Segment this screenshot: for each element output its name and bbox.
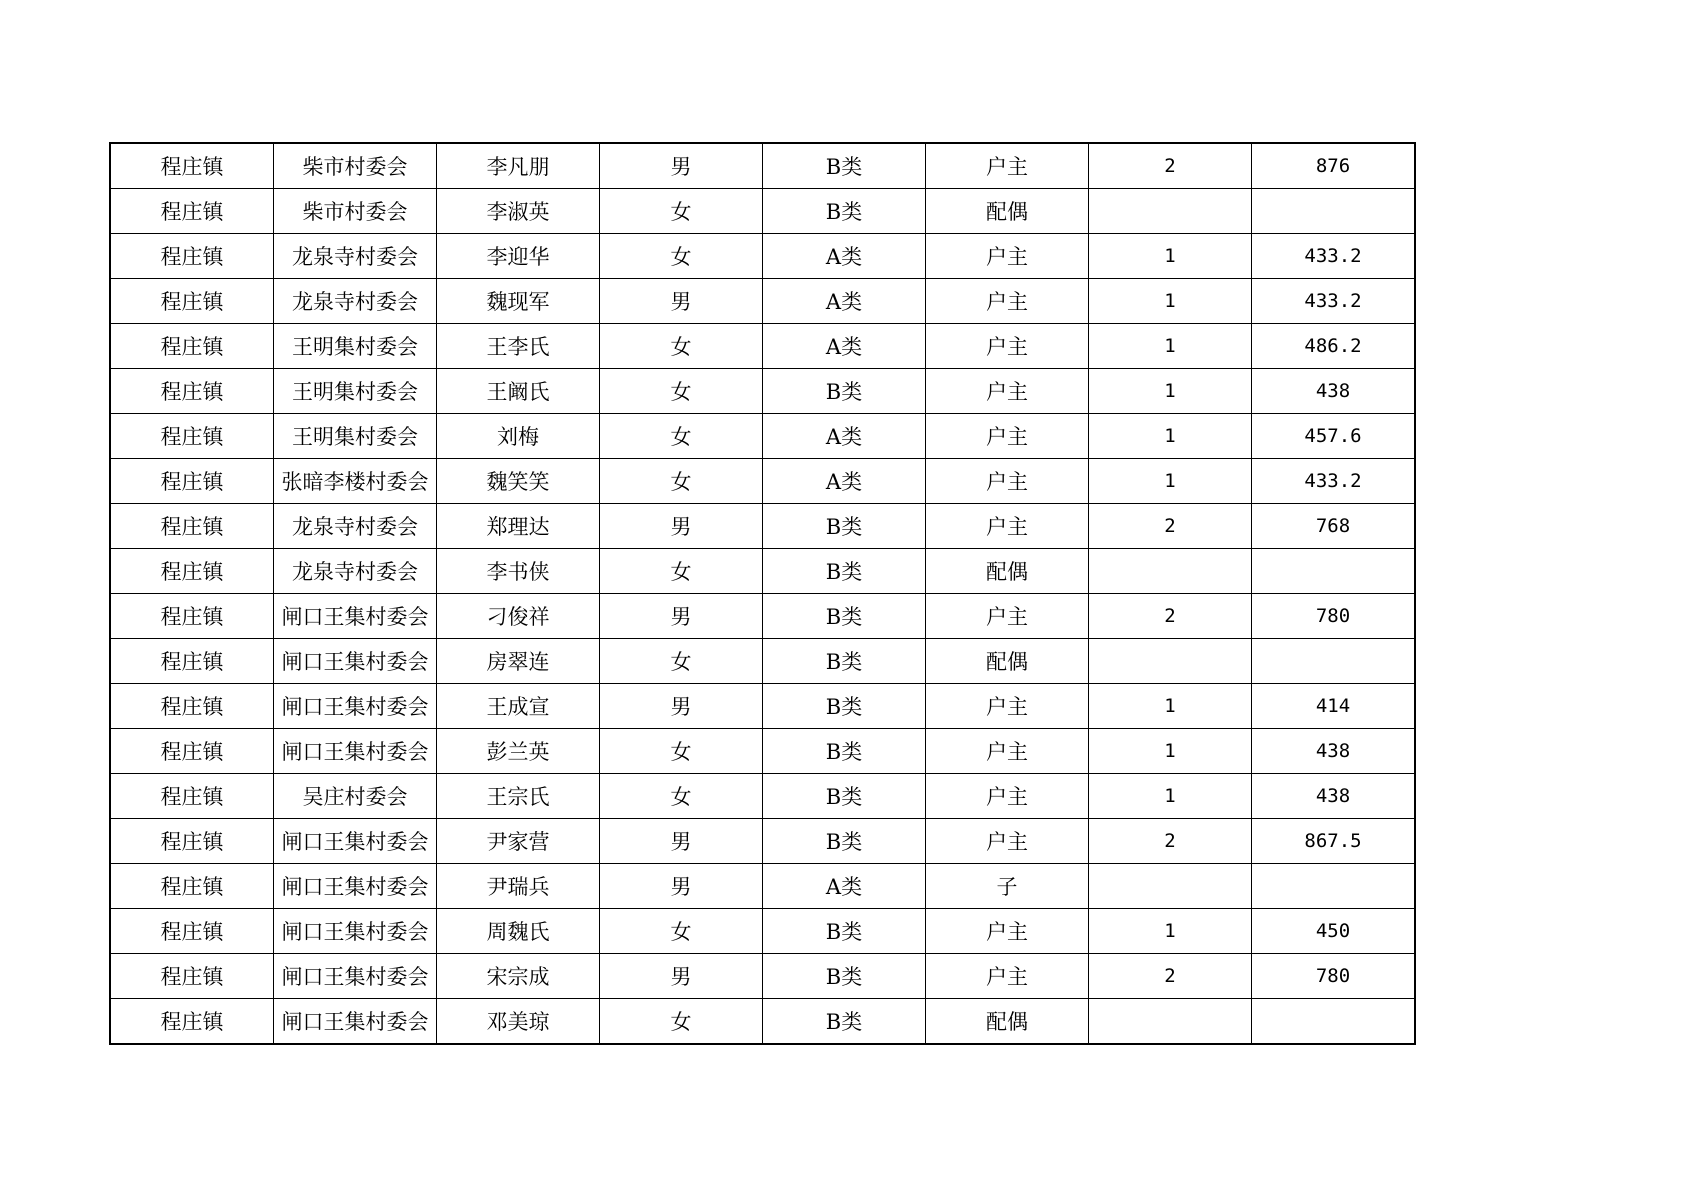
table-cell-category: B类: [763, 143, 926, 189]
table-cell-village: 王明集村委会: [274, 369, 437, 414]
table-cell-household-size: 1: [1089, 369, 1252, 414]
table-cell-gender: 女: [600, 999, 763, 1045]
table-cell-category: B类: [763, 594, 926, 639]
table-cell-gender: 男: [600, 954, 763, 999]
table-cell-household-size: [1089, 549, 1252, 594]
table-cell-category: A类: [763, 459, 926, 504]
table-cell-village: 张暗李楼村委会: [274, 459, 437, 504]
table-cell-relation: 户主: [926, 774, 1089, 819]
table-cell-gender: 女: [600, 234, 763, 279]
table-row: [110, 549, 1415, 594]
table-cell-category: A类: [763, 414, 926, 459]
table-cell-name: 彭兰英: [437, 729, 600, 774]
table-cell-household-size: 1: [1089, 729, 1252, 774]
table-cell-village: 闸口王集村委会: [274, 819, 437, 864]
table-cell-category: A类: [763, 864, 926, 909]
table-cell-village: 闸口王集村委会: [274, 594, 437, 639]
table-cell-amount: [1252, 639, 1416, 684]
table-cell-amount: 768: [1252, 504, 1416, 549]
table-cell-relation: 户主: [926, 909, 1089, 954]
table-cell-town: 程庄镇: [110, 819, 274, 864]
table-cell-town: 程庄镇: [110, 864, 274, 909]
table-cell-relation: 户主: [926, 954, 1089, 999]
table-cell-village: 闸口王集村委会: [274, 684, 437, 729]
table-cell-household-size: 2: [1089, 504, 1252, 549]
table-cell-category: B类: [763, 504, 926, 549]
table-row: [110, 909, 1415, 954]
table-row: [110, 729, 1415, 774]
table-cell-household-size: 1: [1089, 234, 1252, 279]
table-cell-relation: 户主: [926, 324, 1089, 369]
table-cell-village: 龙泉寺村委会: [274, 234, 437, 279]
table-cell-relation: 户主: [926, 684, 1089, 729]
table-cell-amount: 450: [1252, 909, 1416, 954]
table-cell-relation: 户主: [926, 279, 1089, 324]
table-cell-amount: 438: [1252, 774, 1416, 819]
table-row: [110, 189, 1415, 234]
table-cell-category: A类: [763, 234, 926, 279]
table-cell-amount: 433.2: [1252, 279, 1416, 324]
table-cell-relation: 户主: [926, 459, 1089, 504]
table-cell-category: B类: [763, 549, 926, 594]
table-cell-amount: [1252, 999, 1416, 1045]
table-cell-village: 龙泉寺村委会: [274, 504, 437, 549]
table-cell-category: B类: [763, 639, 926, 684]
table-cell-household-size: 2: [1089, 143, 1252, 189]
table-row: [110, 864, 1415, 909]
table-cell-amount: 780: [1252, 954, 1416, 999]
table-cell-gender: 女: [600, 414, 763, 459]
table-cell-gender: 男: [600, 143, 763, 189]
table-cell-village: 闸口王集村委会: [274, 999, 437, 1045]
table-row: [110, 684, 1415, 729]
table-cell-household-size: 2: [1089, 819, 1252, 864]
table-cell-relation: 子: [926, 864, 1089, 909]
table-cell-gender: 女: [600, 729, 763, 774]
table-cell-household-size: [1089, 999, 1252, 1045]
table-cell-gender: 男: [600, 504, 763, 549]
table-cell-name: 郑理达: [437, 504, 600, 549]
table-cell-gender: 女: [600, 639, 763, 684]
table-cell-village: 王明集村委会: [274, 414, 437, 459]
table-cell-relation: 户主: [926, 819, 1089, 864]
table-cell-household-size: [1089, 864, 1252, 909]
table-cell-town: 程庄镇: [110, 234, 274, 279]
table-cell-amount: 780: [1252, 594, 1416, 639]
table-cell-village: 王明集村委会: [274, 324, 437, 369]
table-cell-gender: 女: [600, 459, 763, 504]
table-cell-category: A类: [763, 279, 926, 324]
table-cell-town: 程庄镇: [110, 459, 274, 504]
table-cell-amount: 486.2: [1252, 324, 1416, 369]
table-cell-town: 程庄镇: [110, 594, 274, 639]
table-cell-town: 程庄镇: [110, 414, 274, 459]
table-cell-amount: 414: [1252, 684, 1416, 729]
table-cell-name: 邓美琼: [437, 999, 600, 1045]
table-cell-relation: 户主: [926, 594, 1089, 639]
table-cell-gender: 男: [600, 819, 763, 864]
table-cell-name: 李迎华: [437, 234, 600, 279]
table-cell-household-size: [1089, 639, 1252, 684]
table-cell-household-size: [1089, 189, 1252, 234]
table-cell-town: 程庄镇: [110, 639, 274, 684]
table-row: [110, 459, 1415, 504]
table-cell-name: 魏笑笑: [437, 459, 600, 504]
table-cell-name: 宋宗成: [437, 954, 600, 999]
table-cell-gender: 男: [600, 279, 763, 324]
table-cell-category: A类: [763, 324, 926, 369]
table-cell-town: 程庄镇: [110, 909, 274, 954]
table-cell-household-size: 1: [1089, 279, 1252, 324]
table-row: [110, 504, 1415, 549]
table-cell-gender: 女: [600, 909, 763, 954]
table-cell-town: 程庄镇: [110, 684, 274, 729]
table-cell-household-size: 2: [1089, 954, 1252, 999]
table-cell-town: 程庄镇: [110, 324, 274, 369]
table-cell-gender: 男: [600, 684, 763, 729]
table-cell-village: 柴市村委会: [274, 143, 437, 189]
table-cell-town: 程庄镇: [110, 279, 274, 324]
table-cell-household-size: 1: [1089, 459, 1252, 504]
table-cell-amount: 876: [1252, 143, 1416, 189]
table-cell-relation: 户主: [926, 143, 1089, 189]
table-cell-name: 房翠连: [437, 639, 600, 684]
table-cell-relation: 配偶: [926, 639, 1089, 684]
table-cell-town: 程庄镇: [110, 999, 274, 1045]
table-cell-amount: [1252, 864, 1416, 909]
table-cell-village: 吴庄村委会: [274, 774, 437, 819]
table-cell-amount: 867.5: [1252, 819, 1416, 864]
table-cell-village: 闸口王集村委会: [274, 909, 437, 954]
table-cell-category: B类: [763, 909, 926, 954]
table-cell-town: 程庄镇: [110, 369, 274, 414]
table-cell-gender: 女: [600, 549, 763, 594]
table-cell-gender: 男: [600, 864, 763, 909]
data-table: [109, 142, 1416, 1045]
table-cell-village: 闸口王集村委会: [274, 954, 437, 999]
table-row: [110, 324, 1415, 369]
table-cell-category: B类: [763, 819, 926, 864]
table-cell-name: 王成宣: [437, 684, 600, 729]
table-cell-household-size: 1: [1089, 324, 1252, 369]
table-cell-name: 李凡朋: [437, 143, 600, 189]
table-cell-name: 李淑英: [437, 189, 600, 234]
table-row: [110, 594, 1415, 639]
table-row: [110, 279, 1415, 324]
table-cell-category: B类: [763, 369, 926, 414]
table-cell-gender: 女: [600, 189, 763, 234]
table-row: [110, 143, 1415, 189]
table-cell-village: 闸口王集村委会: [274, 639, 437, 684]
table-cell-town: 程庄镇: [110, 504, 274, 549]
table-cell-town: 程庄镇: [110, 774, 274, 819]
table-body: [110, 143, 1415, 1044]
table-cell-gender: 女: [600, 324, 763, 369]
table-cell-amount: 433.2: [1252, 459, 1416, 504]
table-cell-name: 李书侠: [437, 549, 600, 594]
table-cell-category: B类: [763, 684, 926, 729]
table-cell-name: 王宗氏: [437, 774, 600, 819]
table-cell-name: 尹家营: [437, 819, 600, 864]
table-cell-household-size: 1: [1089, 684, 1252, 729]
table-row: [110, 234, 1415, 279]
table-cell-household-size: 1: [1089, 414, 1252, 459]
table-row: [110, 819, 1415, 864]
table-cell-gender: 女: [600, 369, 763, 414]
table-cell-town: 程庄镇: [110, 729, 274, 774]
table-cell-category: B类: [763, 729, 926, 774]
table-cell-household-size: 1: [1089, 909, 1252, 954]
table-cell-amount: 438: [1252, 369, 1416, 414]
table-cell-category: B类: [763, 999, 926, 1045]
table-cell-relation: 户主: [926, 414, 1089, 459]
table-row: [110, 999, 1415, 1045]
table-cell-gender: 女: [600, 774, 763, 819]
table-cell-name: 王李氏: [437, 324, 600, 369]
table-cell-relation: 配偶: [926, 189, 1089, 234]
table-cell-relation: 户主: [926, 729, 1089, 774]
table-cell-gender: 男: [600, 594, 763, 639]
table-cell-category: B类: [763, 954, 926, 999]
table-cell-town: 程庄镇: [110, 549, 274, 594]
table-cell-relation: 户主: [926, 369, 1089, 414]
table-cell-town: 程庄镇: [110, 954, 274, 999]
table-cell-town: 程庄镇: [110, 189, 274, 234]
table-row: [110, 774, 1415, 819]
table-cell-category: B类: [763, 774, 926, 819]
table-cell-household-size: 1: [1089, 774, 1252, 819]
table-cell-town: 程庄镇: [110, 143, 274, 189]
table-cell-village: 龙泉寺村委会: [274, 549, 437, 594]
table-cell-relation: 户主: [926, 504, 1089, 549]
table-cell-village: 柴市村委会: [274, 189, 437, 234]
table-cell-relation: 配偶: [926, 999, 1089, 1045]
table-cell-category: B类: [763, 189, 926, 234]
table-cell-name: 王阚氏: [437, 369, 600, 414]
table-row: [110, 369, 1415, 414]
table-cell-amount: 433.2: [1252, 234, 1416, 279]
table-cell-amount: [1252, 549, 1416, 594]
table-cell-amount: 457.6: [1252, 414, 1416, 459]
table-cell-name: 魏现军: [437, 279, 600, 324]
table-cell-name: 周魏氏: [437, 909, 600, 954]
table-cell-amount: 438: [1252, 729, 1416, 774]
table-cell-relation: 户主: [926, 234, 1089, 279]
table-cell-village: 闸口王集村委会: [274, 864, 437, 909]
table-cell-name: 尹瑞兵: [437, 864, 600, 909]
table-cell-village: 龙泉寺村委会: [274, 279, 437, 324]
table-cell-village: 闸口王集村委会: [274, 729, 437, 774]
table-cell-amount: [1252, 189, 1416, 234]
table-row: [110, 639, 1415, 684]
table-cell-household-size: 2: [1089, 594, 1252, 639]
table-cell-relation: 配偶: [926, 549, 1089, 594]
table-row: [110, 414, 1415, 459]
table-cell-name: 刁俊祥: [437, 594, 600, 639]
table-row: [110, 954, 1415, 999]
table-cell-name: 刘梅: [437, 414, 600, 459]
